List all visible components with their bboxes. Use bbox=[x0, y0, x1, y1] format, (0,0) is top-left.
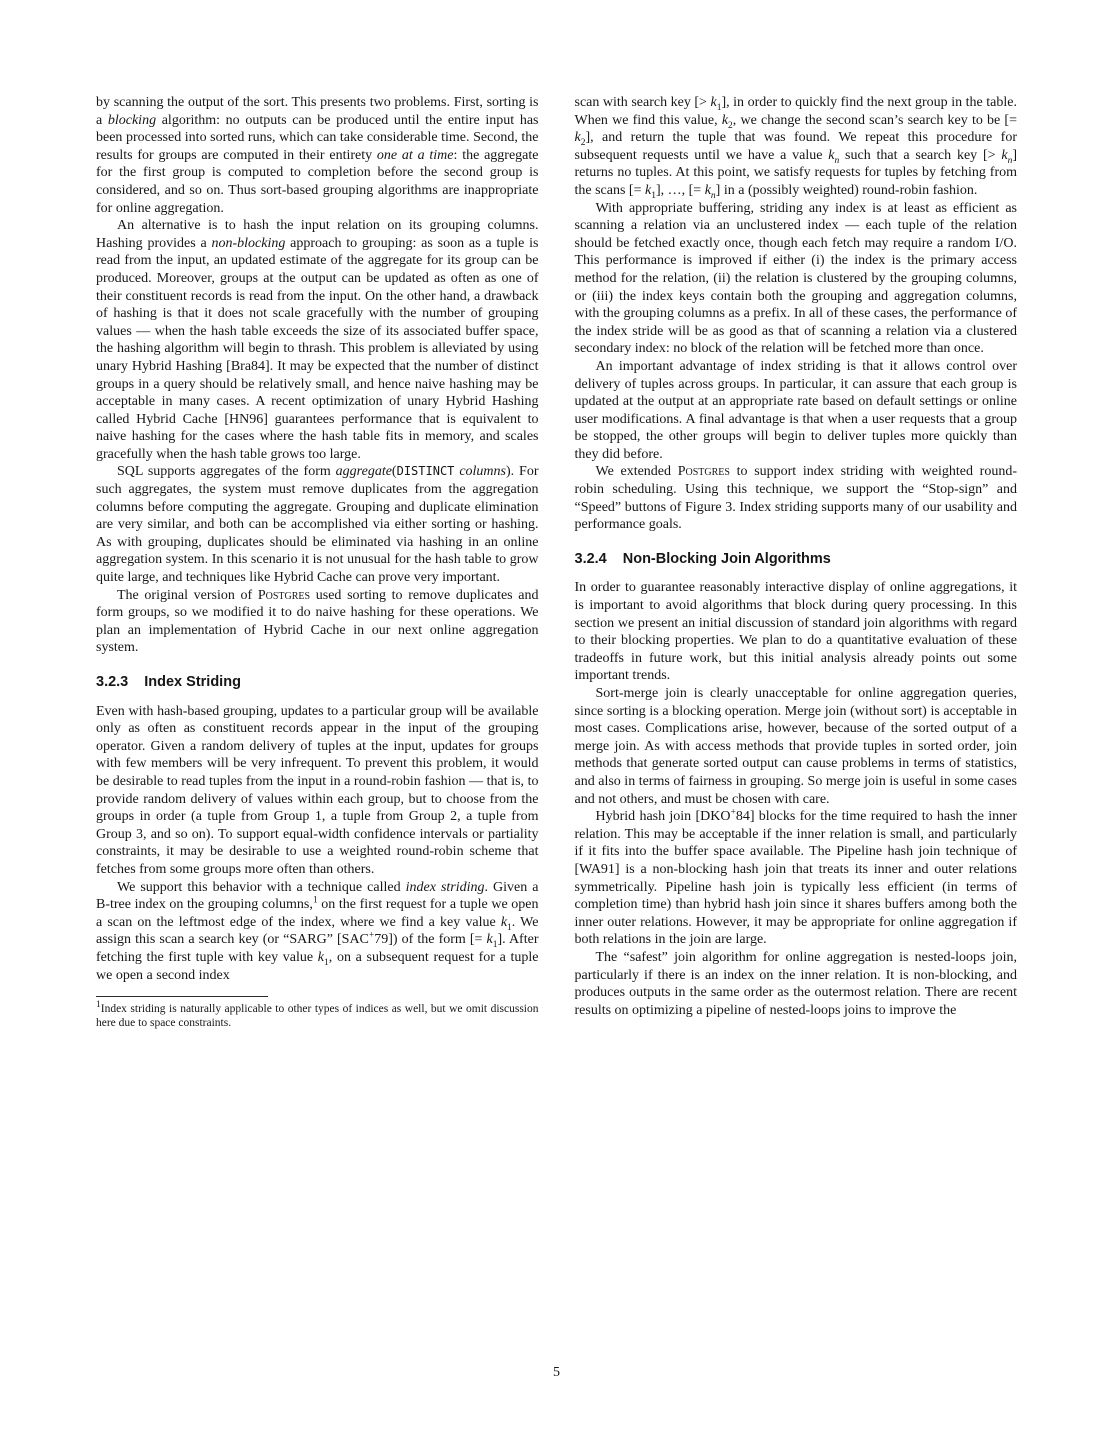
paragraph: SQL supports aggregates of the form aggregate(DISTINCT columns). For such aggregates, the system must remove duplicates from the aggregation columns before computing the aggregate. Grouping and duplicate elimination are very similar, and both can be accomplished via either sorting or hashing. As with grouping, duplicates should be eliminated via hashing in an online aggregation system. In this scenario it is not unusual for the hash table to grow quite large, and techniques like Hybrid Cache can prove very important. bbox=[96, 464, 539, 586]
paragraph: We support this behavior with a technique called index striding. Given a B-tree index on the grouping columns,$^1$ on the first request for a tuple we open a scan on the leftmost edge of the index, where we find a key value $k_1$. We assign this scan a search key (or “SARG” [SAC+79]) of the form [= $k_1$]. After fetching the first tuple with key value $k_1$, on a subsequent request for a tuple we open a second index bbox=[96, 879, 539, 983]
paragraph: The original version of Postgres used sorting to remove duplicates and form groups, so we modified it to do naive hashing for these operations. We plan an implementation of Hybrid Cache in our next online aggregation system. bbox=[96, 587, 539, 656]
paragraph: We extended Postgres to support index striding with weighted round-robin scheduling. Using this technique, we support the “Stop-sign” and “Speed” buttons of Figure 3. Index striding supports many of our usability and performance goals. bbox=[574, 464, 1017, 533]
right-column bbox=[575, 94, 1018, 1031]
paragraph: by scanning the output of the sort. This presents two problems. First, sorting is a blocking algorithm: no outputs can be produced until the entire input has been processed into sorted runs, which can take considerable time. Second, the results for groups are computed in their entirety one at a time: the aggregate for the first group is computed to completion before the second group is considered, and so on. Thus sort-based grouping algorithms are inappropriate for online aggregation. bbox=[96, 95, 539, 216]
footnote-rule bbox=[96, 996, 268, 997]
paragraph: scan with search key [> $k_1$], in order to quickly find the next group in the table. When we find this value, $k_2$, we change the second scan’s search key to be [= $k_2$], and return the tuple that was found. We repeat this procedure for subsequent requests until we have a value $k_n$ such that a search key [> $k_n$] returns no tuples. At this point, we satisfy requests for tuples by fetching from the scans [= $k_1$], …, [= $k_n$] in a (possibly weighted) round-robin fashion. bbox=[574, 95, 1018, 201]
page-number: 5 bbox=[553, 1365, 560, 1381]
paragraph: Sort-merge join is clearly unacceptable for online aggregation queries, since sorting is a blocking operation. Merge join (without sort) is acceptable in most cases. Complications arise, however, because of the sorted output of a merge join. As with access methods that provide tuples in sorted order, join methods that generate sorted output can cause problems in terms of statistics, and also in terms of fairness in grouping. So merge join is useful in some cases and not others, and must be chosen with care. bbox=[574, 686, 1017, 807]
paragraph: Even with hash-based grouping, updates to a particular group will be available only as often as constituent records appear in the input of the grouping operator. Given a random delivery of tuples at the input, updates for groups with few members will be very infrequent. To prevent this problem, it would be desirable to read tuples from the input in a round-robin fashion — that is, to provide random delivery of values within each group, but to choose from the groups in order (a tuple from Group 1, a tuple from Group 2, a tuple from Group 3, and so on). To support equal-width confidence intervals or partiality constraints, it may be desirable to use a weighted round-robin scheme that fetches from some groups more often than others. bbox=[96, 703, 539, 877]
paragraph: An important advantage of index striding is that it allows control over delivery of tuples across groups. In particular, it can assure that each group is updated at the output at an appropriate rate based on default settings or online user modifications. A final advantage is that when a user requests that a group be stopped, the other groups will begin to deliver tuples more quickly than they did before. bbox=[574, 358, 1017, 462]
section-heading bbox=[575, 551, 1018, 569]
left-column bbox=[96, 94, 539, 1031]
section-heading bbox=[96, 674, 539, 692]
footnote-text: $^1$Index striding is naturally applicable to other types of indices as well, but we omit discussion here due to space constraints. bbox=[96, 1000, 539, 1030]
section-title: Non-Blocking Join Algorithms bbox=[622, 550, 831, 567]
section-title: Index Striding bbox=[144, 674, 241, 690]
section-number: 3.2.3 bbox=[96, 674, 129, 690]
paragraph: An alternative is to hash the input relation on its grouping columns. Hashing provides a non-blocking approach to grouping: as soon as a tuple is read from the input, an updated estimate of the aggregate for its group can be produced. Moreover, groups at the output can be updated as often as one of their constituent records is read from the input. On the other hand, a drawback of hashing is that it does not scale gracefully with the number of grouping values — when the hash table exceeds the size of its associated buffer space, the hashing algorithm will begin to thrash. This problem is alleviated by using unary Hybrid Hashing [Bra84]. It may be expected that the number of distinct groups in a query should be relatively small, and hence naive hashing may be acceptable in many cases. A recent optimization of unary Hybrid Hashing called Hybrid Cache [HN96] guarantees performance that is equivalent to naive hashing for the cases where the hash table fits in memory, and scales gracefully when the hash table grows too large. bbox=[96, 218, 539, 462]
footnote bbox=[96, 996, 539, 1030]
paragraph: With appropriate buffering, striding any index is at least as efficient as scanning a relation via an unclustered index — each tuple of the relation should be fetched exactly once, though each fetch may require a random I/O. This performance is improved if either (i) the index is the primary access method for the relation, (ii) the relation is clustered by the grouping columns, or (iii) the index keys contain both the grouping and aggregation columns, with the grouping columns as a prefix. In all of these cases, the performance of the index stride will be as good as that of scanning a relation via a clustered secondary index: no block of the relation will be fetched more than once. bbox=[574, 200, 1017, 357]
paragraph: In order to guarantee reasonably interactive display of online aggregations, it is important to avoid algorithms that block during query processing. In this section we present an initial discussion of standard join algorithms with regard to their blocking properties. We plan to do a quantitative evaluation of these tradeoffs in future work, but this initial analysis already points out some important trends. bbox=[574, 580, 1017, 684]
paragraph: Hybrid hash join [DKO+84] blocks for the time required to hash the inner relation. This may be acceptable if the inner relation is small, and particularly if it fits into the buffer space available. The Pipeline hash join technique of [WA91] is a non-blocking hash join that treats its inner and outer relations symmetrically. Pipeline hash join is typically less efficient (in terms of completion time) than hybrid hash join since it shares buffers among both the inner outer relations. However, it may be appropriate for online aggregation if both relations in the join are large. bbox=[574, 807, 1017, 948]
paragraph: The “safest” join algorithm for online aggregation is nested-loops join, particularly if there is an index on the inner relation. It is non-blocking, and produces outputs in the same order as the outermost relation. There are recent results on optimizing a pipeline of nested-loops joins to improve the bbox=[574, 949, 1017, 1018]
section-number: 3.2.4 bbox=[574, 550, 607, 567]
